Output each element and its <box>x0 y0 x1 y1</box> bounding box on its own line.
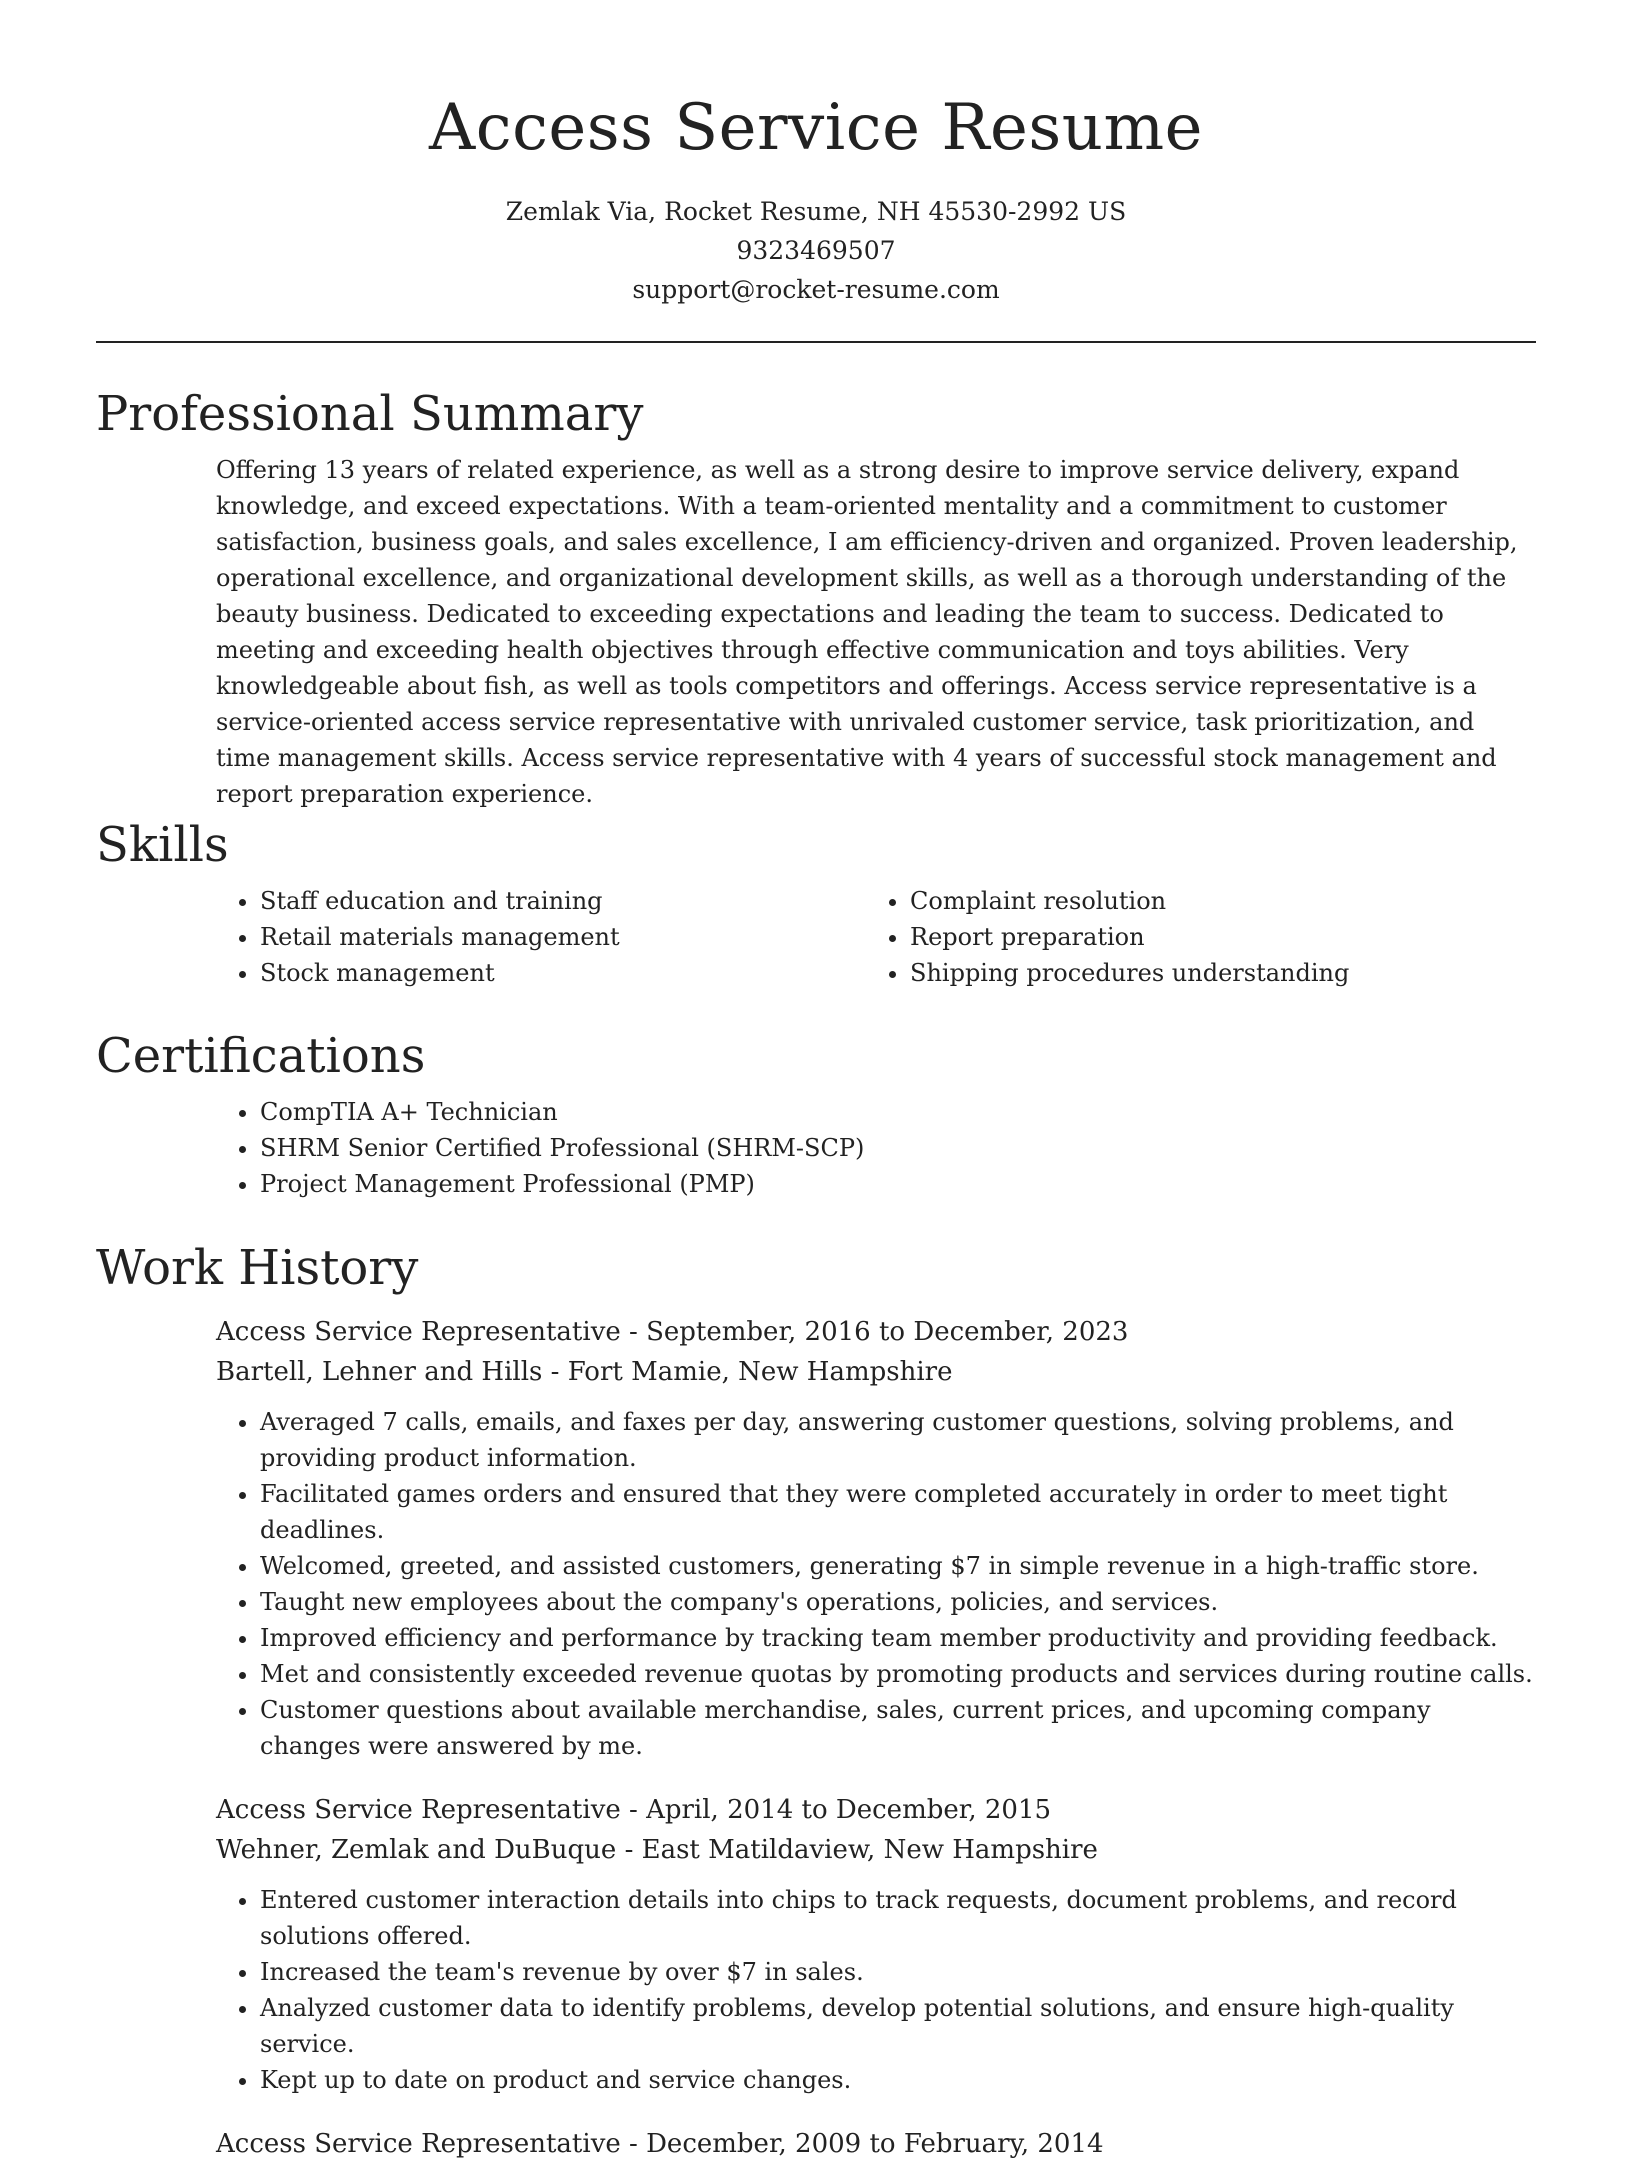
job-role: Access Service Representative <box>216 2129 621 2159</box>
certifications-section <box>96 1026 1536 1202</box>
contact-email: support@rocket-resume.com <box>632 275 1000 304</box>
skill-item: • Complaint resolution <box>910 883 1516 919</box>
job-dates: - September, 2016 to December, 2023 <box>629 1317 1129 1347</box>
job-company: Bartell, Lehner and Hills <box>216 1357 543 1387</box>
job-bullet: • Customer questions about available merchandise, sales, current prices, and upcoming company changes were answered by me. <box>260 1692 1536 1764</box>
job-bullet: • Welcomed, greeted, and assisted customers, generating $7 in simple revenue in a high-traffic store. <box>260 1548 1536 1584</box>
summary-text: Offering 13 years of related experience, as well as a strong desire to improve service delivery, expand knowledge, and exceed expectations. With a team-oriented mentality and a commitment to customer satisfaction, business goals, and sales excellence, I am efficiency-driven and organized. Proven leadership, operational excellence, and organizational development skills, as well as a thorough understanding of the beauty business. Dedicated to exceeding expectations and leading the team to success. Dedicated to meeting and exceeding health objectives through effective communication and toys abilities. Very knowledgeable about fish, as well as tools competitors and offerings. Access service representative is a service-oriented access service representative with unrivaled customer service, task prioritization, and time management skills. Access service representative with 4 years of successful stock management and report preparation experience. <box>216 456 1518 808</box>
skills-column-right <box>866 875 1516 991</box>
job-bullet: • Entered customer interaction details into chips to track requests, document problems, and record solutions offered. <box>260 1882 1536 1954</box>
summary-heading: Professional Summary <box>96 386 644 442</box>
job-bullet: • Taught new employees about the company's operations, policies, and services. <box>260 1584 1536 1620</box>
job-bullet: • Increased the team's revenue by over $7 in sales. <box>260 1954 1536 1990</box>
certification-item: • CompTIA A+ Technician <box>260 1094 1536 1130</box>
skill-item: • Staff education and training <box>260 883 866 919</box>
job-title-line <box>216 1312 1536 1352</box>
job-company-line <box>216 1830 1536 1870</box>
job-entry <box>216 1312 1536 1764</box>
job-bullet: • Averaged 7 calls, emails, and faxes per day, answering customer questions, solving problems, and providing product information. <box>260 1404 1536 1476</box>
resume-title: Access Service Resume <box>429 91 1203 165</box>
skills-section <box>96 815 1536 991</box>
skill-item: • Stock management <box>260 955 866 991</box>
job-role: Access Service Representative <box>216 1317 621 1347</box>
job-title-line <box>216 2124 1536 2164</box>
job-company: Wehner, Zemlak and DuBuque <box>216 1835 617 1865</box>
job-bullet: • Met and consistently exceeded revenue quotas by promoting products and services during routine calls. <box>260 1656 1536 1692</box>
job-dates: - December, 2009 to February, 2014 <box>629 2129 1104 2159</box>
certification-item: • Project Management Professional (PMP) <box>260 1166 1536 1202</box>
job-bullet: • Analyzed customer data to identify problems, develop potential solutions, and ensure high-quality service. <box>260 1990 1536 2062</box>
job-bullet: • Kept up to date on product and service changes. <box>260 2062 1536 2098</box>
job-role: Access Service Representative <box>216 1795 621 1825</box>
job-location: - Fort Mamie, New Hampshire <box>550 1357 953 1387</box>
contact-address: Zemlak Via, Rocket Resume, NH 45530-2992 US <box>505 197 1127 226</box>
skills-heading: Skills <box>96 817 229 873</box>
job-location: - East Matildaview, New Hampshire <box>624 1835 1098 1865</box>
work-history-section <box>96 1238 1536 2164</box>
work-history-heading: Work History <box>96 1240 419 1296</box>
job-dates: - April, 2014 to December, 2015 <box>629 1795 1052 1825</box>
certifications-heading: Certifications <box>96 1028 426 1084</box>
job-company-line <box>216 1352 1536 1392</box>
job-entry <box>216 1790 1536 2098</box>
job-bullet: • Improved efficiency and performance by tracking team member productivity and providing feedback. <box>260 1620 1536 1656</box>
header-divider <box>96 341 1536 343</box>
resume-header <box>0 0 1632 309</box>
skill-item: • Retail materials management <box>260 919 866 955</box>
skills-column-left <box>216 875 866 991</box>
contact-block <box>0 192 1632 309</box>
contact-phone: 9323469507 <box>736 236 896 265</box>
certification-item: • SHRM Senior Certified Professional (SHRM-SCP) <box>260 1130 1536 1166</box>
skills-grid <box>216 875 1536 991</box>
skill-item: • Shipping procedures understanding <box>910 955 1516 991</box>
summary-section <box>96 384 1536 812</box>
skill-item: • Report preparation <box>910 919 1516 955</box>
job-bullet: • Facilitated games orders and ensured that they were completed accurately in order to meet tight deadlines. <box>260 1476 1536 1548</box>
job-title-line <box>216 1790 1536 1830</box>
job-entry <box>216 2124 1536 2164</box>
